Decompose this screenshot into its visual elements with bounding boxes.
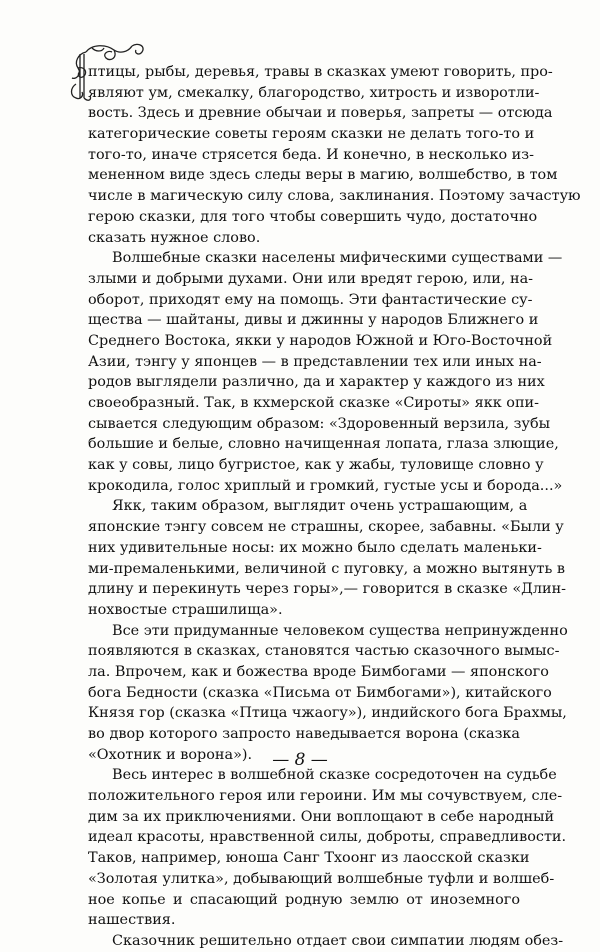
text-line: Сказочник решительно отдает свои симпатии людям обез- <box>112 932 564 949</box>
text-line: большие и белые, словно начищенная лопата, глаза злющие, <box>88 436 559 453</box>
text-line: дим за их приключениями. Они воплощают в себе народный <box>88 808 555 825</box>
text-line: во двор которого запросто наведывается ворона (сказка <box>88 726 520 742</box>
text-line: положительного героя или героини. Им мы сочувствуем, сле- <box>88 788 563 805</box>
text-line: Все эти придуманные человеком существа непринужденно <box>112 622 568 639</box>
text-line: Таков, например, юноша Санг Тхоонг из лаосской сказки <box>88 850 530 867</box>
text-line: длину и перекинуть через горы»,— говорится в сказке «Длин- <box>88 581 567 598</box>
text-line: вость. Здесь и древние обычаи и поверья, запреты — отсюда <box>88 105 553 122</box>
text-line: них удивительные носы: их можно было сделать маленьки- <box>88 539 542 556</box>
body-text <box>88 62 581 952</box>
text-line: ное копье и спасающий родную землю от иноземного <box>88 891 520 908</box>
text-line: нашествия. <box>88 912 176 929</box>
text-line: мененном виде здесь следы веры в магию, волшебство, в том <box>88 167 558 184</box>
text-line: «Золотая улитка», добывающий волшебные туфли и волшеб- <box>88 870 555 887</box>
text-line: появляются в сказках, становятся частью сказочного вымыс- <box>88 643 560 660</box>
text-line: Якк, таким образом, выглядит очень устрашающим, а <box>112 498 528 515</box>
text-line: своеобразный. Так, в кхмерской сказке «Сироты» якк опи- <box>88 395 540 411</box>
text-line: сказать нужное слово. <box>88 229 261 246</box>
text-line: щества — шайтаны, дивы и джинны у народов Ближнего и <box>88 312 539 329</box>
text-line: герою сказки, для того чтобы совершить чудо, достаточно <box>88 208 538 225</box>
text-line: сывается следующим образом: «Здоровенный верзила, зубы <box>88 415 551 432</box>
text-line: птицы, рыбы, деревья, травы в сказках умеют говорить, про- <box>88 64 553 80</box>
text-line: ми-премаленькими, величиной с пуговку, а можно вытянуть в <box>88 560 566 577</box>
text-line: Среднего Востока, якки у народов Южной и Юго-Восточной <box>88 332 553 349</box>
text-line: злыми и добрыми духами. Они или вредят герою, или, на- <box>88 270 534 287</box>
text-line: категорические советы героям сказки не делать того-то и <box>88 126 535 143</box>
text-line: нохвостые страшилища». <box>88 601 283 618</box>
text-line: числе в магическую силу слова, заклинания. Поэтому зачастую <box>88 188 581 205</box>
text-line: Князя гор (сказка «Птица чжаогу»), индийского бога Брахмы, <box>88 705 567 722</box>
text-line: родов выглядели различно, да и характер у каждого из них <box>88 374 545 391</box>
text-line: Волшебные сказки населены мифическими существами — <box>112 250 563 267</box>
text-line: как у совы, лицо бугристое, как у жабы, туловище словно у <box>88 457 544 474</box>
text-line: Азии, тэнгу у японцев — в представлении тех или иных на- <box>88 353 542 370</box>
text-line: крокодила, голос хриплый и громкий, густые усы и борода...» <box>88 477 563 494</box>
text-line: японские тэнгу совсем не страшны, скорее, забавны. «Были у <box>88 519 564 536</box>
text-line: оборот, приходят ему на помощь. Эти фантастические су- <box>88 291 533 308</box>
text-line: являют ум, смекалку, благородство, хитрость и изворотли- <box>88 84 540 101</box>
text-line: «Охотник и ворона»). <box>88 746 253 763</box>
text-line: того-то, иначе стрясется беда. И конечно, в несколько из- <box>88 146 534 163</box>
text-line: бога Бедности (сказка «Письма от Бимбогами»), китайского <box>88 684 552 701</box>
text-line: Весь интерес в волшебной сказке сосредоточен на судьбе <box>112 767 557 784</box>
text-line: идеал красоты, нравственной силы, доброты, справедливости. <box>88 829 567 846</box>
page-number: — 8 — <box>272 750 328 770</box>
text-line: ла. Впрочем, как и божества вроде Бимбогами — японского <box>88 663 549 680</box>
